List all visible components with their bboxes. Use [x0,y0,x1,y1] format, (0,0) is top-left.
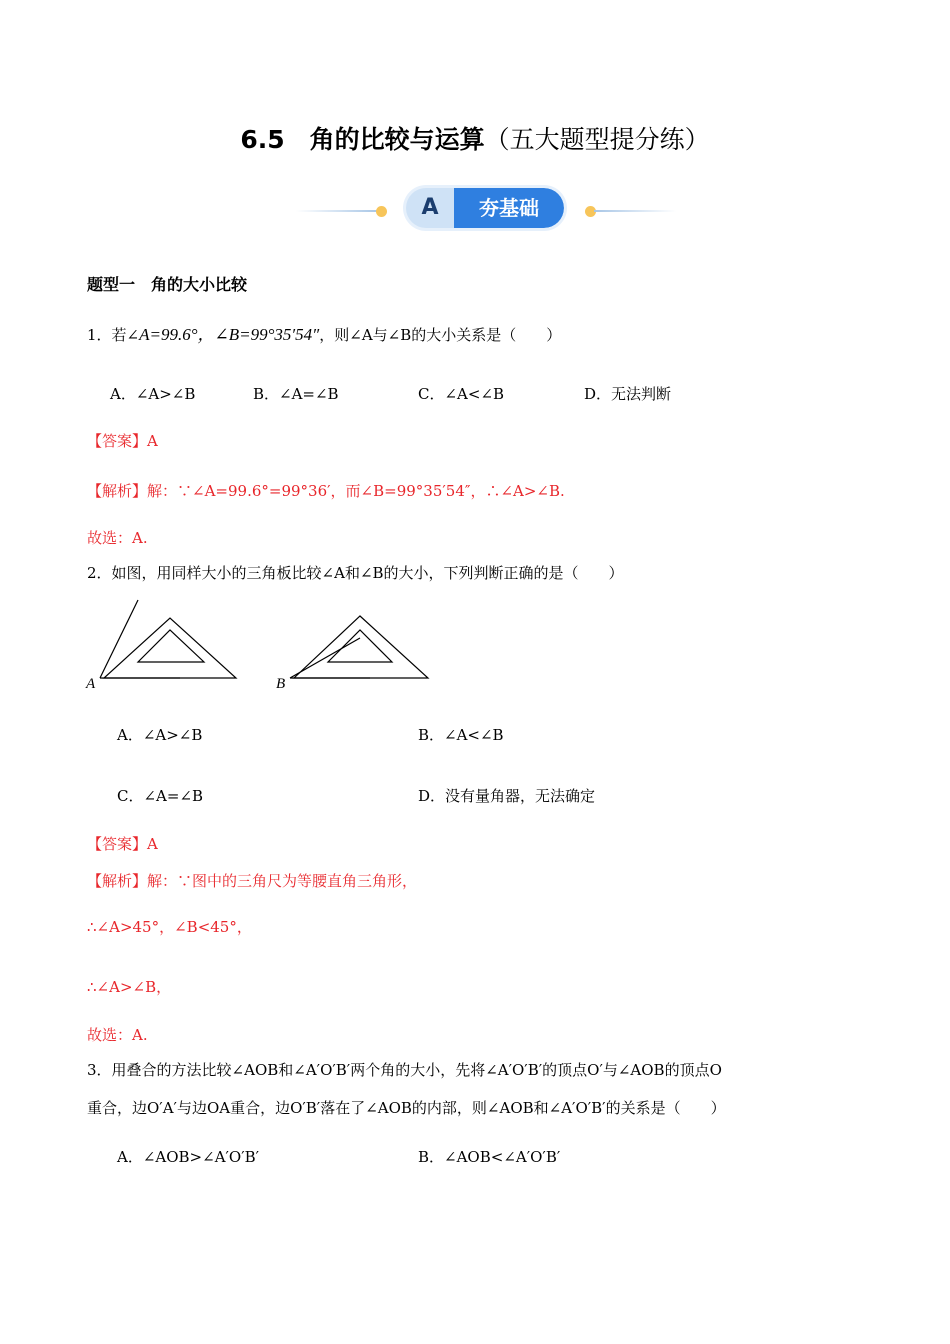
figure-label-a: A [86,676,96,690]
q1-answer: 【答案】A [87,432,158,450]
figure-label-b: B [276,676,286,690]
badge-text: 夯基础 [454,188,564,228]
outer-triangle-b [294,616,428,678]
page-title [0,120,950,156]
q1-stem-prefix: 1．若∠ [87,326,140,344]
title-main: 6.5 角的比较与运算 [240,125,485,154]
q1-option-d: D．无法判断 [584,385,672,403]
angle-a-ray [100,600,138,678]
q1-option-b: B．∠A=∠B [253,385,339,403]
q1-stem [87,320,561,345]
triangle-figure-b [290,616,428,678]
title-subtitle: （五大题型提分练） [484,125,710,154]
q3-option-b: B．∠AOB<∠A′O′B′ [418,1148,561,1166]
q1-analysis [87,480,565,501]
section-heading: 题型一 角的大小比较 [87,275,248,294]
section-badge [296,186,676,232]
q2-step1: ∴∠A>45°，∠B<45°， [87,918,252,936]
inner-triangle-b [328,630,392,662]
badge-line-right [594,210,676,212]
q2-option-a: A．∠A>∠B [117,726,203,744]
q2-choose: 故选：A. [87,1026,148,1044]
q2-analysis-text: 解：∵图中的三角尺为等腰直角三角形， [147,872,418,890]
q3-option-a: A．∠AOB>∠A′O′B′ [117,1148,260,1166]
triangle-figure-a [100,600,236,678]
q1-analysis-tag: 【解析】 [87,482,148,500]
badge-letter: A [421,195,439,220]
q2-answer: 【答案】A [87,835,158,853]
q2-option-d: D．没有量角器，无法确定 [418,787,596,805]
badge-pill [406,188,564,228]
badge-dot-left [376,206,387,217]
q1-option-a: A．∠A>∠B [110,385,196,403]
q3-line1: 3．用叠合的方法比较∠AOB和∠A′O′B′两个角的大小，先将∠A′O′B′的顶点O′与∠AOB的顶点O [87,1061,722,1079]
q2-option-c: C．∠A=∠B [117,787,204,805]
q1-option-c: C．∠A<∠B [418,385,505,403]
q1-a-value: A=99.6°，∠ [139,325,229,344]
q1-analysis-text: 解：∵∠A=99.6°=99°36′，而∠B=99°35′54″，∴∠A>∠B. [147,482,565,500]
badge-line-left [296,210,378,212]
q2-analysis [87,870,417,891]
q3-line2: 重合，边O′A′与边OA重合，边O′B′落在了∠AOB的内部，则∠AOB和∠A′O′B′的关系是（ ） [87,1099,726,1117]
outer-triangle-a [104,618,236,678]
q2-step2: ∴∠A>∠B， [87,978,172,996]
q1-b-value: B=99°35′54″ [228,325,320,344]
q1-choose: 故选：A. [87,529,148,547]
q2-figure [84,594,444,690]
q2-analysis-tag: 【解析】 [87,872,148,890]
q1-stem-suffix: ，则∠A与∠B的大小关系是（ ） [319,326,562,344]
q2-stem: 2．如图，用同样大小的三角板比较∠A和∠B的大小，下列判断正确的是（ ） [87,564,624,582]
inner-triangle-a [138,630,204,662]
q2-option-b: B．∠A<∠B [418,726,504,744]
